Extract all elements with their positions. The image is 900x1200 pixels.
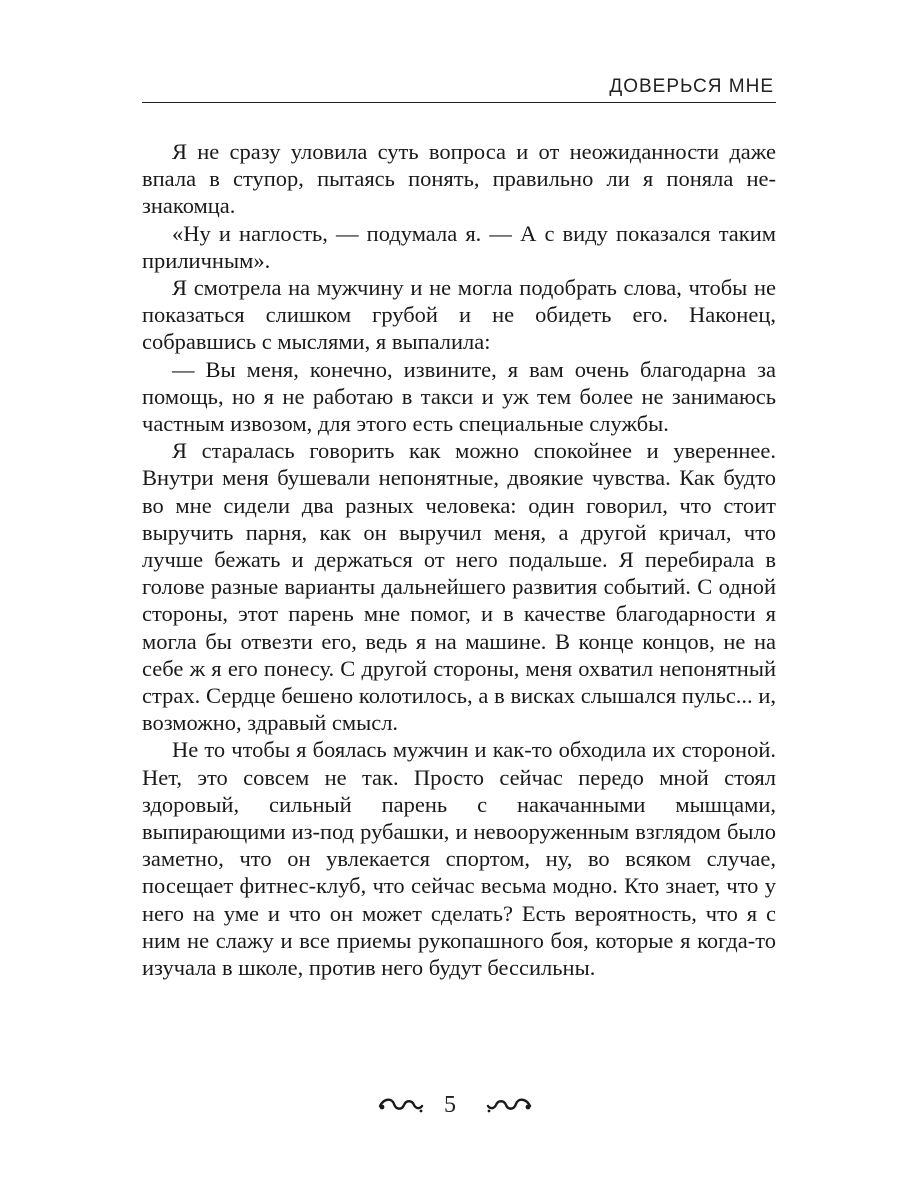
running-head <box>142 76 776 103</box>
paragraph-6: Не то чтобы я боялась мужчин и как-то обходила их стороной. Нет, это совсем не так. Просто сейчас передо мной стоял здоровый, сильный парень с накачанными мышцами, выпирающими из-под рубашки, и невооруженным взглядом было заметно, что он увлекается спортом, ну, во всяком случае, посещает фитнес-клуб, что сейчас весьма модно. Кто знает, что у него на уме и что он может сделать? Есть вероятность, что я с ним не слажу и все приемы рукопашного боя, которые я когда-то изучала в школе, против него будут бессильны. <box>142 737 776 981</box>
page-footer <box>0 1088 900 1128</box>
paragraph-3: Я смотрела на мужчину и не могла подобрать слова, чтобы не показаться слишком грубой и не обидеть его. Наконец, собравшись с мыслями, я выпалила: <box>142 275 776 355</box>
paragraph-2: «Ну и наглость, — подумала я. — А с виду показался таким приличным». <box>142 220 776 273</box>
paragraph-1: Я не сразу уловила суть вопроса и от неожиданности даже впала в ступор, пытаясь понять, правильно ли я поняла незнакомца. <box>142 139 776 219</box>
running-title: ДОВЕРЬСЯ МНЕ <box>609 76 774 97</box>
paragraph-4: — Вы меня, конечно, извините, я вам очень благодарна за помощь, но я не работаю в такси и уж тем более не занимаюсь частным извозом, для этого есть специальные службы. <box>142 356 776 437</box>
paragraph-5: Я старалась говорить как можно спокойнее и увереннее. Внутри меня бушевали непонятные, двоякие чувства. Как будто во мне сидели два разных человека: один говорил, что стоит выручить парня, как он выручил меня, а другой кричал, что лучше бежать и держаться от него подальше. Я перебирала в голове разные варианты дальнейшего развития событий. С одной стороны, этот парень мне помог, и в качестве благодарности я могла бы отвезти его, ведь я на машине. В конце концов, не на себе ж я его понесу. С другой стороны, меня охватил непонятный страх. Сердце бешено колотилось, а в висках слышался пульс... и, возможно, здравый смысл. <box>142 438 776 736</box>
page-number: 5 <box>444 1092 456 1118</box>
swirl-ornament-icon <box>486 1094 532 1116</box>
body-text <box>142 138 776 981</box>
